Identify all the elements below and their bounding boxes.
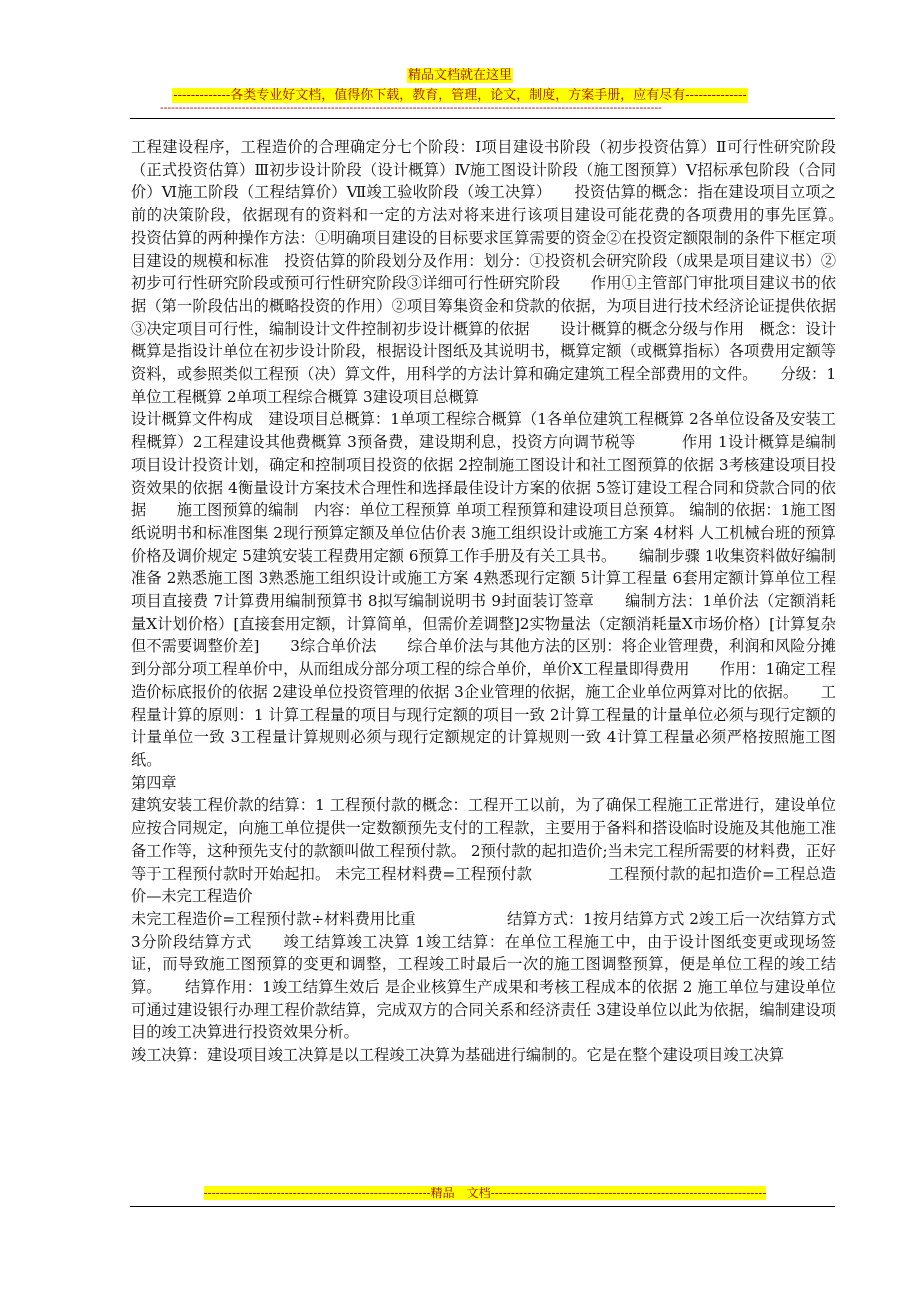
header-title-text: 精品文档就在这里 [407,68,512,83]
document-body [131,136,867,1067]
header-title [0,64,920,83]
footer-rule [130,1206,835,1207]
chapter-heading: 第四章 [131,773,177,792]
paragraph-1: 工程建设程序，工程造价的合理确定分七个阶段：Ⅰ项目建设书阶段（初步投资估算）Ⅱ可行性研究阶段（正式投资估算）Ⅲ初步设计阶段（设计概算）Ⅳ施工图设计阶段（施工图预算）Ⅴ招标承包阶段（合同价）Ⅵ施工阶段（工程结算价）Ⅶ竣工验收阶段（竣工决算） 投资估算的概念：指在建设项目立项之前的决策阶段，依据现有的资料和一定的方法对将来进行该项目建设可能花费的各项费用的事先匡算。 投资估算的两种操作方法：①明确项目建设的目标要求匡算需要的资金②在投资定额限制的条件下框定项目建设的规模和标准 投资估算的阶段划分及作用：划分：①投资机会研究阶段（成果是项目建议书）②初步可行性研究阶段或预可行性研究阶段③详细可行性研究阶段 作用①主管部门审批项目建议书的依据（第一阶段估出的概略投资的作用）②项目筹集资金和贷款的依据，为项目进行技术经济论证提供依据③决定项目可行性，编制设计文件控制初步设计概算的依据 设计概算的概念分级与作用 概念：设计概算是指设计单位在初步设计阶段，根据设计图纸及其说明书，概算定额（或概算指标）各项费用定额等资料，或参照类似工程预（决）算文件，用科学的方法计算和确定建筑工程全部费用的文件。 分级：1单位工程概算 2单项工程综合概算 3建设项目总概算 [131,138,867,406]
footer-banner [160,1184,810,1201]
paragraph-2: 设计概算文件构成 建设项目总概算：1单项工程综合概算（1各单位建筑工程概算 2各单位设备及安装工程概算）2工程建设其他费概算 3预备费，建设期利息，投资方向调节税等 作用 1设计概算是编制项目设计投资计划，确定和控制项目投资的依据 2控制施工图设计和社工图预算的依据 3考核建设项目投资效果的依据 4衡量设计方案技术合理性和选择最佳设计方案的依据 5签订建设工程合同和贷款合同的依据 施工图预算的编制 内容：单位工程预算 单项工程预算和建设项目总预算。 编制的依据：1施工图纸说明书和标准图集 2现行预算定额及单位估价表 3施工组织设计或施工方案 4材料 人工机械台班的预算价格及调价规定 5建筑安装工程费用定额 6预算工作手册及有关工具书。 编制步骤 1收集资料做好编制准备 2熟悉施工图 3熟悉施工组织设计或施工方案 4熟悉现行定额 5计算工程量 6套用定额计算单位工程项目直接费 7计算费用编制预算书 8拟写编制说明书 9封面装订签章 编制方法：1单价法（定额消耗量X计划价格）[直接套用定额，计算简单，但需价差调整]2实物量法（定额消耗量X市场价格）[计算复杂但不需要调整价差] 3综合单价法 综合单价法与其他方法的区别：将企业管理费，利润和风险分摊到分部分项工程单价中，从而组成分部分项工程的综合单价，单价X工程量即得费用 作用：1确定工程造价标底报价的依据 2建设单位投资管理的依据 3企业管理的依据，施工企业单位两算对比的依据。 工程量计算的原则：1 计算工程量的项目与现行定额的项目一致 2计算工程量的计量单位必须与现行定额的计量单位一致 3工程量计算规则必须与现行定额规定的计算规则一致 4计算工程量必须严格按照施工图纸。 [131,410,836,769]
paragraph-3: 建筑安装工程价款的结算：1 工程预付款的概念：工程开工以前，为了确保工程施工正常进行，建设单位应按合同规定，向施工单位提供一定数额预先支付的工程款，主要用于备料和搭设临时设施及其他施工准备工作等，这种预先支付的款额叫做工程预付款。 2预付款的起扣造价;当未完工程所需要的材料费，正好等于工程预付款时开始起扣。 未完工程材料费=工程预付款 工程预付款的起扣造价=工程总造价—未完工程造价 [131,796,836,906]
header-dash-line: --------------------------------------------------------------------------------------------------------------------------------------- [160,101,662,114]
paragraph-5: 竣工决算：建设项目竣工决算是以工程竣工决算为基础进行编制的。它是在整个建设项目竣工决算 [131,1046,785,1065]
paragraph-4: 未完工程造价=工程预付款÷材料费用比重 结算方式：1按月结算方式 2竣工后一次结算方式 3分阶段结算方式 竣工结算竣工决算 1竣工结算：在单位工程施工中，由于设计图纸变更或现场签证，而导致施工图预算的变更和调整，工程竣工时最后一次的施工图调整预算，便是单位工程的竣工结算。 结算作用：1竣工结算生效后 是企业核算生产成果和考核工程成本的依据 2 施工单位与建设单位可通过建设银行办理工程价款结算，完成双方的合同关系和经济责任 3建设单位以此为依据，编制建设项目的竣工决算进行投资效果分析。 [131,909,836,1042]
footer-banner-text: --------------------------------------------------------精品 文档-------------------------------------------------------------------- [203,1186,767,1200]
header-banner-text: -------------各类专业好文档，值得你下载，教育，管理，论文，制度，方案手册，应有尽有-------------- [173,88,747,103]
header-rule [130,118,835,119]
